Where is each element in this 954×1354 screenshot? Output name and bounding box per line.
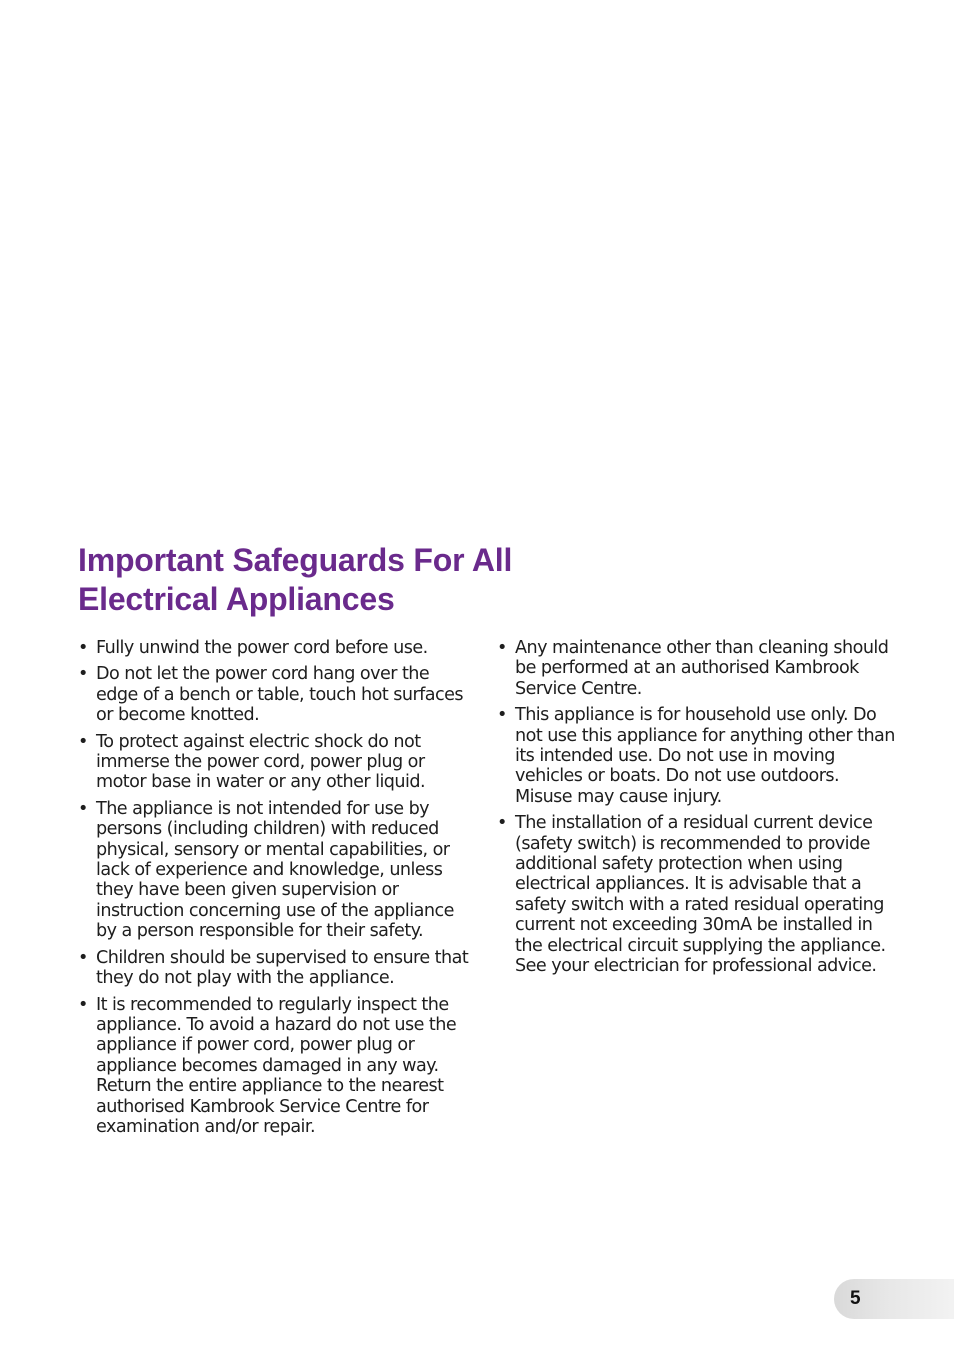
page-title (78, 541, 512, 619)
list-item: • Any maintenance other than cleaning should be performed at an authorised Kambrook Service Centre. (497, 638, 897, 699)
page-number: 5 (850, 1288, 861, 1309)
list-item: • Children should be supervised to ensure that they do not play with the appliance. (78, 948, 473, 989)
list-item: • The appliance is not intended for use by persons (including children) with reduced physical, sensory or mental capabilities, or lack of experience and knowledge, unless they have been given supervision or instruction concerning use of the appliance by a person responsible for their safety. (78, 799, 473, 942)
safeguards-list-right (497, 638, 897, 983)
safeguards-list-left (78, 638, 473, 1143)
list-item: • The installation of a residual current device (safety switch) is recommended to provide additional safety protection when using electrical appliances. It is advisable that a safety switch with a rated residual operating current not exceeding 30mA be installed in the electrical circuit supplying the appliance. See your electrician for professional advice. (497, 813, 897, 976)
list-item: • It is recommended to regularly inspect the appliance. To avoid a hazard do not use the appliance if power cord, power plug or appliance becomes damaged in any way. Return the entire appliance to the nearest authorised Kambrook Service Centre for examination and/or repair. (78, 995, 473, 1138)
list-item: • Do not let the power cord hang over the edge of a bench or table, touch hot surfaces or become knotted. (78, 664, 473, 725)
list-item: • This appliance is for household use only. Do not use this appliance for anything other than its intended use. Do not use in moving vehicles or boats. Do not use outdoors. Misuse may cause injury. (497, 705, 897, 807)
page-title-line-2: Electrical Appliances (78, 581, 395, 617)
list-item: • Fully unwind the power cord before use. (78, 638, 473, 658)
page-title-line-1: Important Safeguards For All (78, 542, 513, 578)
list-item: • To protect against electric shock do not immerse the power cord, power plug or motor base in water or any other liquid. (78, 732, 473, 793)
